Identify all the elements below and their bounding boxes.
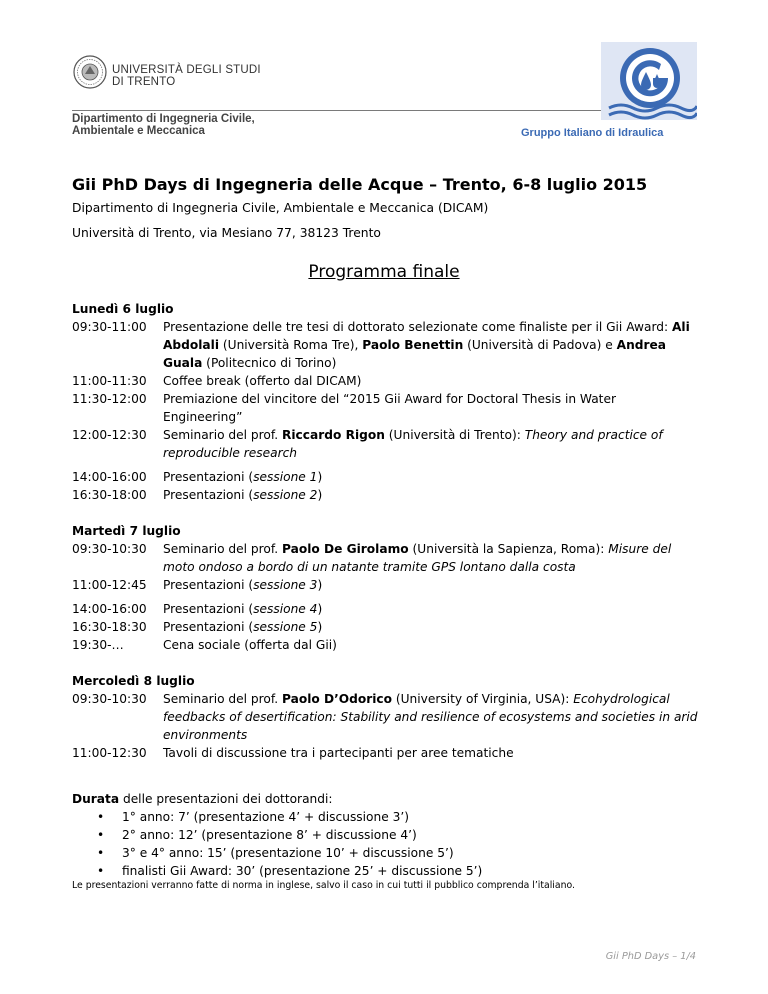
schedule-time: 14:00-16:00 xyxy=(72,470,147,484)
duration-item: • finalisti Gii Award: 30’ (presentazione 25’ + discussione 5’) xyxy=(122,862,698,880)
description-fragment: Seminario del prof. xyxy=(163,428,282,442)
duration-item: • 2° anno: 12’ (presentazione 8’ + discussione 4’) xyxy=(122,826,698,844)
university-name: UNIVERSITÀ DEGLI STUDI DI TRENTO xyxy=(112,64,261,88)
schedule-row xyxy=(72,618,698,636)
description-fragment: sessione 4 xyxy=(253,602,318,616)
programme-schedule xyxy=(72,300,698,762)
description-fragment: Seminario del prof. xyxy=(163,692,282,706)
schedule-time: 14:00-16:00 xyxy=(72,602,147,616)
description-fragment: ) xyxy=(317,470,323,484)
schedule-description xyxy=(163,540,698,576)
schedule-time: 11:00-12:30 xyxy=(72,746,147,760)
description-fragment: Presentazioni ( xyxy=(163,602,254,616)
schedule-time: 16:30-18:00 xyxy=(72,488,147,502)
gii-label: Gruppo Italiano di Idraulica xyxy=(521,127,664,139)
document-title: Gii PhD Days di Ingegneria delle Acque – Trento, 6-8 luglio 2015 xyxy=(72,175,648,194)
day-label: Martedì 7 luglio xyxy=(72,524,181,538)
description-fragment: Presentazione delle tre tesi di dottorato selezionate come finaliste per il Gii Award: xyxy=(163,320,672,334)
schedule-description xyxy=(163,426,698,462)
subtitle-address: Università di Trento, via Mesiano 77, 38123 Trento xyxy=(72,226,381,240)
schedule-row xyxy=(72,600,698,618)
schedule-time: 09:30-11:00 xyxy=(72,320,147,334)
description-fragment: Theory and practice of reproducible research xyxy=(163,428,663,460)
schedule-row xyxy=(72,372,698,390)
schedule-description xyxy=(163,486,698,504)
schedule-time: 11:30-12:00 xyxy=(72,392,147,406)
schedule-row xyxy=(72,468,698,486)
description-fragment: sessione 1 xyxy=(253,470,318,484)
description-fragment: Presentazioni ( xyxy=(163,470,254,484)
description-fragment: sessione 2 xyxy=(253,488,318,502)
schedule-description xyxy=(163,600,698,618)
description-fragment: Tavoli di discussione tra i partecipanti per aree tematiche xyxy=(163,746,514,760)
schedule-row xyxy=(72,390,698,426)
description-fragment: Riccardo Rigon xyxy=(282,428,385,442)
schedule-time: 19:30-… xyxy=(72,638,124,652)
description-fragment: (Università la Sapienza, Roma): xyxy=(408,542,609,556)
schedule-description xyxy=(163,390,698,426)
description-fragment: Presentazioni ( xyxy=(163,488,254,502)
language-note: Le presentazioni verranno fatte di norma in inglese, salvo il caso in cui tutti il pubblico comprenda l’italiano. xyxy=(72,880,575,891)
day-label: Lunedì 6 luglio xyxy=(72,302,174,316)
subtitle-department: Dipartimento di Ingegneria Civile, Ambientale e Meccanica (DICAM) xyxy=(72,201,489,215)
description-fragment: (Università di Trento): xyxy=(384,428,525,442)
page-footer: Gii PhD Days – 1/4 xyxy=(605,951,696,962)
description-fragment: ) xyxy=(317,602,323,616)
schedule-description xyxy=(163,618,698,636)
description-fragment: (Università Roma Tre), xyxy=(219,338,363,352)
description-fragment: Ecohydrological feedbacks of desertification: Stability and resilience of ecosystems and societies in arid environments xyxy=(163,692,698,742)
schedule-description xyxy=(163,576,698,594)
description-fragment: Coffee break (offerto dal DICAM) xyxy=(163,374,362,388)
description-fragment: sessione 5 xyxy=(253,620,318,634)
schedule-description xyxy=(163,690,698,744)
schedule-time: 09:30-10:30 xyxy=(72,692,147,706)
schedule-row xyxy=(72,540,698,576)
description-fragment: Premiazione del vincitore del “2015 Gii Award for Doctoral Thesis in Water Engineering” xyxy=(163,392,616,424)
schedule-description xyxy=(163,636,698,654)
department-name: Dipartimento di Ingegneria Civile, Ambientale e Meccanica xyxy=(72,113,255,137)
description-fragment: Misure del moto ondoso a bordo di un natante tramite GPS lontano dalla costa xyxy=(163,542,672,574)
description-fragment: (Politecnico di Torino) xyxy=(202,356,337,370)
programme-heading: Programma finale xyxy=(308,262,460,282)
description-fragment: Paolo De Girolamo xyxy=(282,542,409,556)
schedule-row xyxy=(72,744,698,762)
schedule-description xyxy=(163,372,698,390)
schedule-row xyxy=(72,486,698,504)
duration-intro: Durata delle presentazioni dei dottorandi: xyxy=(72,792,333,806)
schedule-description xyxy=(163,318,698,372)
duration-item: • 1° anno: 7’ (presentazione 4’ + discussione 3’) xyxy=(122,808,698,826)
duration-list xyxy=(72,808,698,880)
description-fragment: Seminario del prof. xyxy=(163,542,282,556)
description-fragment: (Università di Padova) e xyxy=(463,338,617,352)
description-fragment: Cena sociale (offerta dal Gii) xyxy=(163,638,337,652)
schedule-time: 16:30-18:30 xyxy=(72,620,147,634)
schedule-time: 09:30-10:30 xyxy=(72,542,147,556)
day-label: Mercoledì 8 luglio xyxy=(72,674,195,688)
schedule-time: 12:00-12:30 xyxy=(72,428,147,442)
schedule-row xyxy=(72,318,698,372)
description-fragment: Andrea Guala xyxy=(163,338,666,370)
gii-logo-icon xyxy=(601,42,697,120)
description-fragment: ) xyxy=(317,620,323,634)
schedule-row xyxy=(72,690,698,744)
description-fragment: Paolo D’Odorico xyxy=(282,692,392,706)
schedule-time: 11:00-11:30 xyxy=(72,374,147,388)
description-fragment: Ali Abdolali xyxy=(163,320,690,352)
schedule-description xyxy=(163,744,698,762)
duration-item: • 3° e 4° anno: 15’ (presentazione 10’ + discussione 5’) xyxy=(122,844,698,862)
schedule-description xyxy=(163,468,698,486)
schedule-row xyxy=(72,576,698,594)
schedule-row xyxy=(72,426,698,462)
description-fragment: Presentazioni ( xyxy=(163,620,254,634)
schedule-row xyxy=(72,636,698,654)
description-fragment: ) xyxy=(317,488,323,502)
duration-section xyxy=(72,790,698,880)
schedule-time: 11:00-12:45 xyxy=(72,578,147,592)
description-fragment: Presentazioni ( xyxy=(163,578,254,592)
description-fragment: sessione 3 xyxy=(253,578,318,592)
description-fragment: ) xyxy=(317,578,323,592)
description-fragment: Paolo Benettin xyxy=(362,338,464,352)
description-fragment: (University of Virginia, USA): xyxy=(392,692,574,706)
